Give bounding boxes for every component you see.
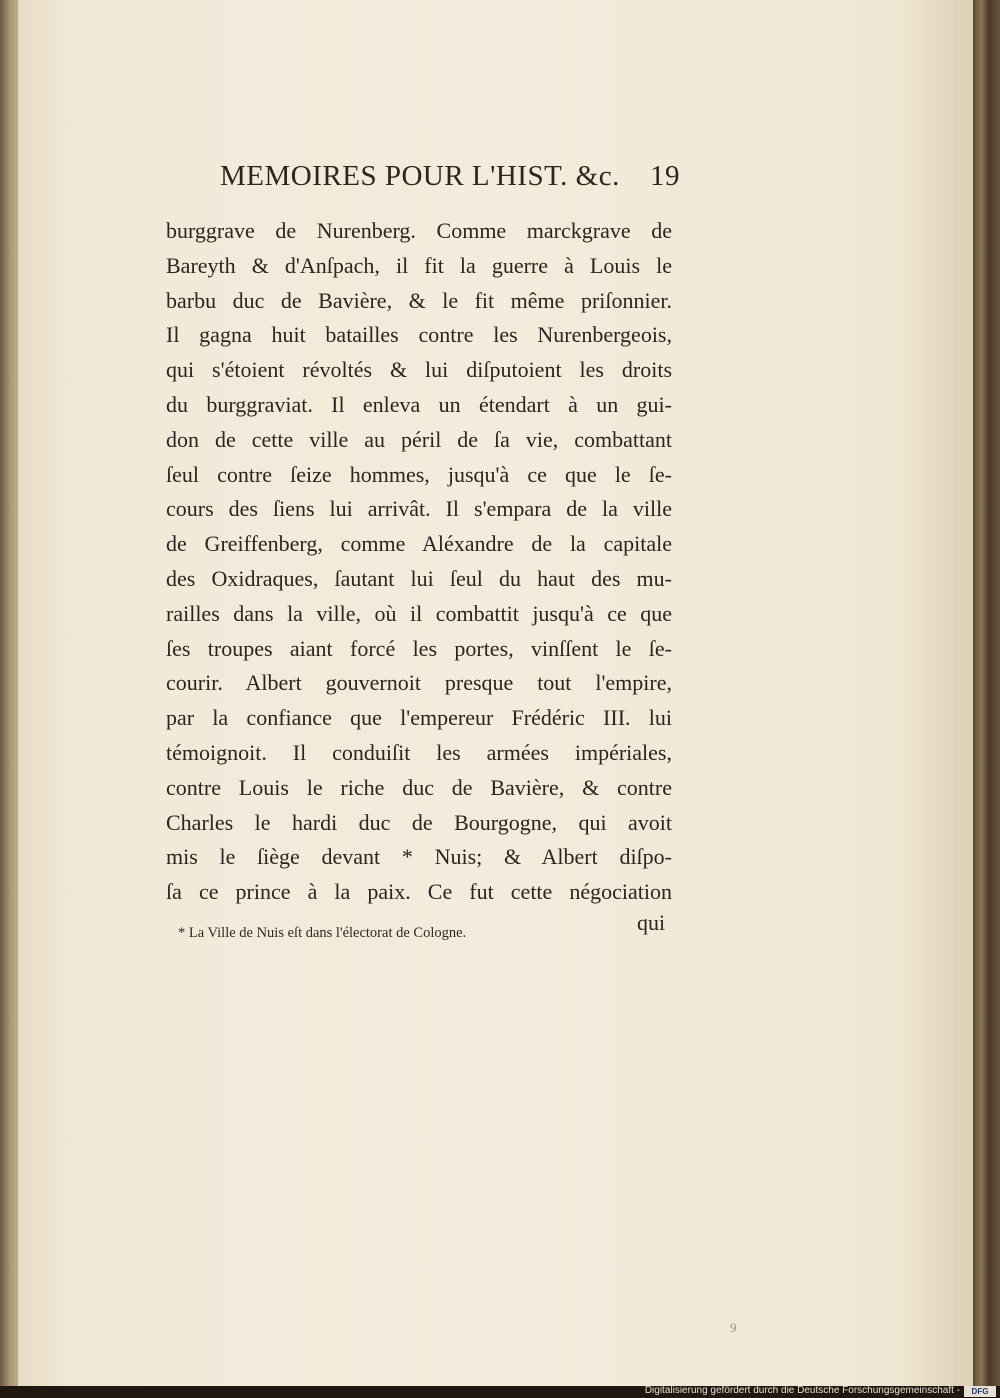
text-line: des Oxidraques, ſautant lui ſeul du haut des mu- <box>166 565 672 591</box>
text-line: contre Louis le riche duc de Bavière, & contre <box>166 774 672 800</box>
text-line: courir. Albert gouvernoit presque tout l'empire, <box>166 670 672 696</box>
footnote: * La Ville de Nuis eſt dans l'électorat de Cologne. <box>178 925 467 941</box>
catchword: qui <box>637 910 666 935</box>
text-line: par la confiance que l'empereur Frédéric III. lui <box>166 705 672 731</box>
book-spine-edge <box>973 0 1000 1386</box>
text-line: de Greiffenberg, comme Aléxandre de la capitale <box>166 531 672 557</box>
text-line: don de cette ville au péril de ſa vie, combattant <box>166 426 672 452</box>
text-line: Il gagna huit batailles contre les Nurenbergeois, <box>166 322 672 348</box>
dfg-logo: DFG <box>964 1386 996 1397</box>
text-line: cours des ſiens lui arrivât. Il s'empara de la ville <box>166 496 672 522</box>
text-line: Charles le hardi duc de Bourgogne, qui avoit <box>166 809 672 835</box>
text-line: burggrave de Nurenberg. Comme marckgrave de <box>166 218 672 243</box>
running-header <box>220 160 680 200</box>
text-line: du burggraviat. Il enleva un étendart à un gui- <box>166 391 672 417</box>
running-title: MEMOIRES POUR L'HIST. &c. <box>220 160 620 192</box>
text-line: ſes troupes aiant forcé les portes, vinſſent le ſe- <box>166 635 672 661</box>
digitization-credit: Digitalisierung gefördert durch die Deutsche Forschungsgemeinschaft - <box>644 1385 960 1396</box>
text-line: Bareyth & d'Anſpach, il fit la guerre à Louis le <box>166 252 672 278</box>
text-line: mis le ſiège devant * Nuis; & Albert diſpo- <box>166 844 672 870</box>
text-line: qui s'étoient révoltés & lui diſputoient les droits <box>166 357 672 383</box>
body-text <box>166 214 672 910</box>
text-line: témoignoit. Il conduiſit les armées impériales, <box>166 739 672 765</box>
text-line: ſa ce prince à la paix. Ce fut cette négociation <box>166 879 672 905</box>
text-line: railles dans la ville, où il combattit jusqu'à ce que <box>166 600 672 626</box>
text-line: ſeul contre ſeize hommes, jusqu'à ce que le ſe- <box>166 461 672 487</box>
page-number: 19 <box>650 160 680 192</box>
margin-mark: 9 <box>730 1320 737 1335</box>
text-line: barbu duc de Bavière, & le fit même priſonnier. <box>166 287 672 313</box>
